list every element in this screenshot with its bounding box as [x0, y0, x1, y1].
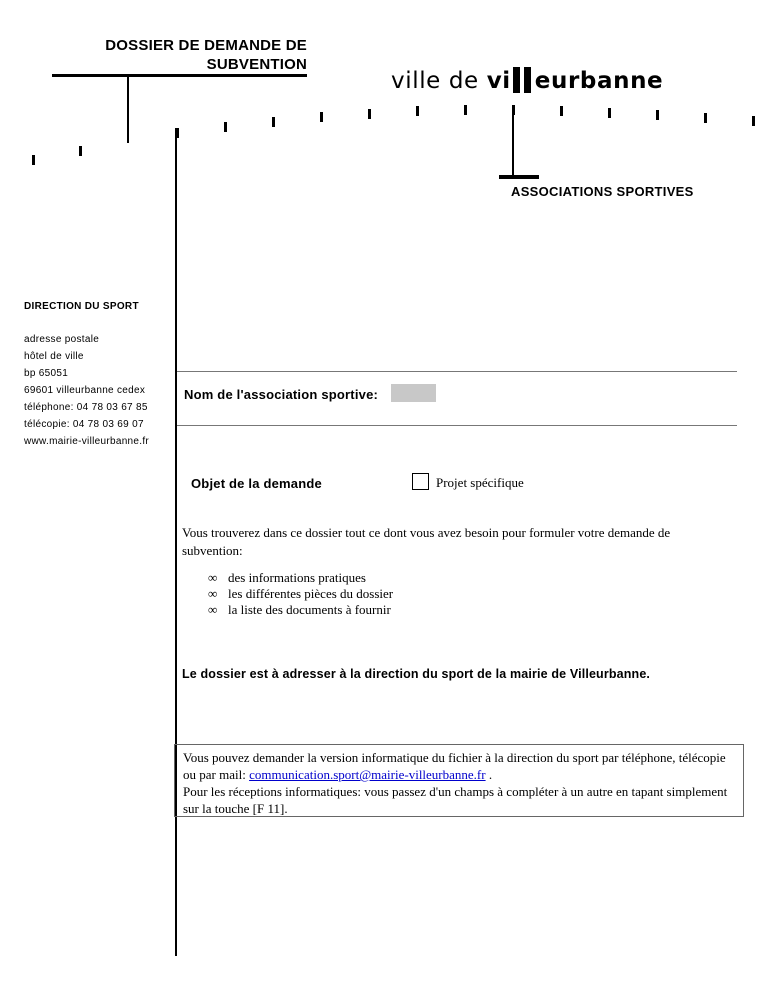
- document-title: [60, 36, 307, 74]
- ruler-tick: [272, 117, 275, 127]
- main-vertical-rule: [175, 128, 177, 956]
- ruler-tick: [560, 106, 563, 116]
- infinity-bullet-icon: ∞: [208, 602, 218, 617]
- association-name-field[interactable]: [391, 384, 436, 402]
- email-link[interactable]: communication.sport@mairie-villeurbanne.fr: [249, 767, 486, 782]
- ruler-tick: [752, 116, 755, 126]
- ruler-tick: [368, 109, 371, 119]
- ruler-tick: [416, 106, 419, 116]
- address-line3: 69601 villeurbanne cedex: [24, 385, 146, 396]
- info-box-line1: [183, 749, 735, 783]
- list-item: [208, 602, 393, 618]
- list-item-text: la liste des documents à fournir: [228, 602, 391, 617]
- document-title-line2: SUBVENTION: [206, 56, 307, 73]
- ruler-tick: [224, 122, 227, 132]
- subtitle-bar: [499, 175, 539, 179]
- ruler-tick: [464, 105, 467, 115]
- logo-prefix: ville de: [391, 68, 487, 94]
- infinity-bullet-icon: ∞: [208, 570, 218, 585]
- infinity-bullet-icon: ∞: [208, 586, 218, 601]
- ruler-tick: [32, 155, 35, 165]
- divider-bottom: [177, 425, 737, 426]
- logo-suffix: eurbanne: [534, 68, 664, 94]
- ruler-tick: [608, 108, 611, 118]
- digital-version-info-box: [174, 744, 744, 817]
- list-item: [208, 586, 393, 602]
- submission-notice: Le dossier est à adresser à la direction du sport de la mairie de Villeurbanne.: [182, 667, 651, 681]
- association-name-label: Nom de l'association sportive:: [184, 387, 379, 402]
- document-title-line1: DOSSIER DE DEMANDE DE: [105, 37, 307, 54]
- title-underline: [52, 74, 307, 77]
- address-line1: hôtel de ville: [24, 351, 84, 362]
- ruler-tick: [79, 146, 82, 156]
- section-subtitle: ASSOCIATIONS SPORTIVES: [511, 184, 694, 199]
- ruler-tick: [656, 110, 659, 120]
- logo-vi: vi: [486, 68, 511, 94]
- intro-paragraph: Vous trouverez dans ce dossier tout ce dont vous avez besoin pour formuler votre demande de subvention:: [182, 525, 671, 558]
- contents-list: [208, 570, 393, 618]
- ruler-tick: [320, 112, 323, 122]
- title-stem-line: [127, 77, 129, 143]
- info-box-text: Vous pouvez demander la version informatique du fichier à la direction du sport par téléphone, télécopie ou par mail:: [183, 750, 726, 782]
- info-box-text-end: .: [485, 767, 493, 782]
- department-name: DIRECTION DU SPORT: [24, 301, 139, 312]
- list-item: [208, 570, 393, 586]
- request-object-label: Objet de la demande: [191, 476, 322, 491]
- ruler-tick: [704, 113, 707, 123]
- list-item-text: des informations pratiques: [228, 570, 366, 585]
- address-line2: bp 65051: [24, 368, 69, 379]
- subtitle-stem-line: [512, 112, 514, 176]
- info-box-line2: Pour les réceptions informatiques: vous passez d'un champs à compléter à un autre en tapant simplement sur la touche [F 11].: [183, 784, 728, 816]
- website-link[interactable]: www.mairie-villeurbanne.fr: [24, 436, 150, 447]
- specific-project-checkbox[interactable]: [412, 473, 429, 490]
- fax-number: télécopie: 04 78 03 69 07: [24, 419, 144, 430]
- list-item-text: les différentes pièces du dossier: [228, 586, 394, 601]
- phone-number: téléphone: 04 78 03 67 85: [24, 402, 148, 413]
- divider-top: [177, 371, 737, 372]
- logo-bars-icon: [513, 67, 533, 93]
- villeurbanne-logo: [391, 66, 663, 96]
- address-label: adresse postale: [24, 334, 100, 345]
- specific-project-label: Projet spécifique: [436, 475, 524, 490]
